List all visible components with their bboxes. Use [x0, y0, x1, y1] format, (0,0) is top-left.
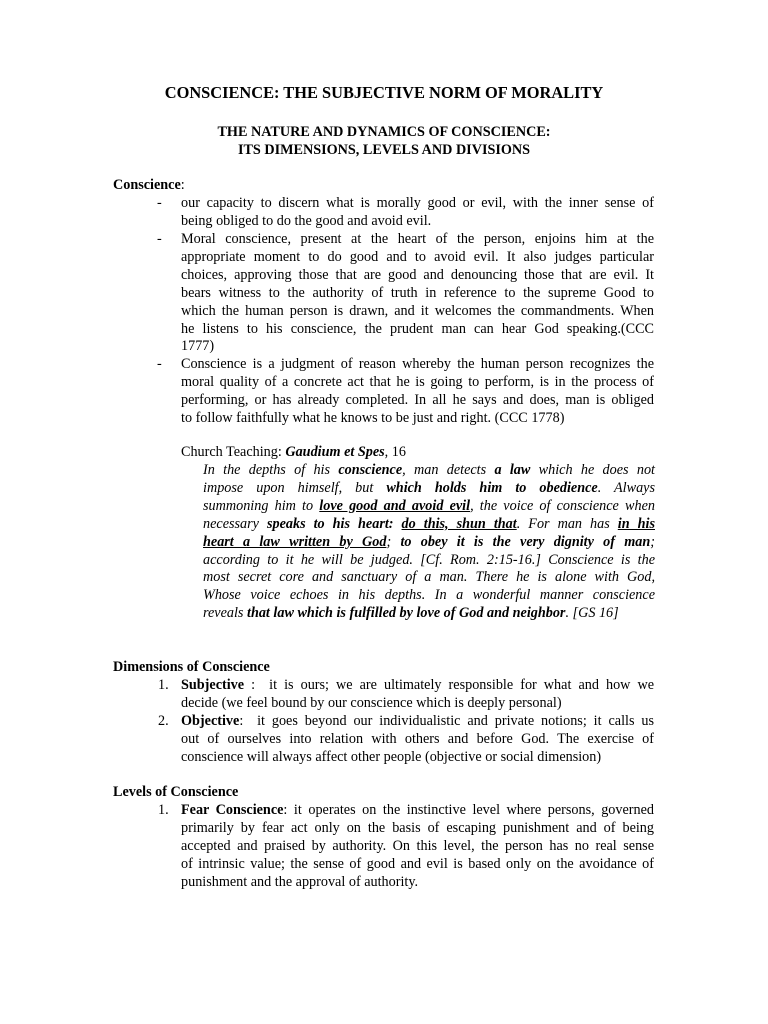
text-line: Moral conscience, present at the heart of the person, enjoins him at the [181, 231, 654, 247]
list-number: 2. [158, 713, 169, 729]
list-number: 1. [158, 677, 169, 693]
text-line: of intrinsic value; the sense of good and evil is based only on the avoidance of [181, 855, 654, 872]
text-line: decide (we feel bound by our conscience which is deeply personal) [181, 694, 562, 711]
text-line: moral quality of a concrete act that he is going to perform, is in the process of [181, 373, 654, 390]
text-line: he listens to his conscience, the prudent man can hear God speaking.(CCC [181, 320, 654, 337]
text-line: accepted and praised by authority. On this level, the person has no real sense [181, 837, 654, 854]
conscience-heading: Conscience: [113, 177, 185, 193]
quote-line: summoning him to love good and avoid evil, the voice of conscience when [203, 497, 655, 514]
dimension-item-subjective [181, 677, 654, 713]
dimensions-heading: Dimensions of Conscience [113, 659, 270, 675]
text-line: appropriate moment to do good and to avoid evil. It also judges particular [181, 248, 654, 265]
bullet-marker: - [157, 231, 162, 247]
church-teaching-citation: Church Teaching: Gaudium et Spes, 16 [181, 444, 406, 460]
gaudium-et-spes-title: Gaudium et Spes [285, 444, 385, 460]
quote-line: impose upon himself, but which holds him to obedience. Always [203, 479, 655, 496]
levels-heading: Levels of Conscience [113, 784, 239, 800]
list-number: 1. [158, 802, 169, 818]
text-line: 1777) [181, 338, 215, 355]
text-line: bears witness to the authority of truth in reference to the supreme Good to [181, 284, 654, 301]
bullet-marker: - [157, 356, 162, 372]
text-line: out of ourselves into relation with others and before God. The exercise of [181, 730, 654, 747]
quote-line: according to it he will be judged. [Cf. Rom. 2:15-16.] Conscience is the [203, 551, 655, 568]
text-line: being obliged to do the good and avoid evil. [181, 212, 432, 229]
level-item-fear-conscience [181, 802, 654, 892]
quote-line: In the depths of his conscience, man detects a law which he does not [203, 462, 656, 478]
conscience-item-3 [181, 356, 654, 428]
text-line: punishment and the approval of authority. [181, 873, 419, 890]
text-line: to follow faithfully what he knows to be just and right. (CCC 1778) [181, 409, 565, 426]
page-title: CONSCIENCE: THE SUBJECTIVE NORM OF MORALITY [164, 83, 604, 102]
quote-line: Whose voice echoes in his depths. In a wonderful manner conscience [203, 587, 655, 604]
subtitle-line-2: ITS DIMENSIONS, LEVELS AND DIVISIONS [237, 141, 531, 158]
conscience-item-1 [181, 195, 654, 231]
text-line: our capacity to discern what is morally good or evil, with the inner sense of [181, 195, 654, 211]
text-line: Objective: it goes beyond our individualistic and private notions; it calls us [181, 713, 654, 729]
text-line: choices, approving those that are good and denouncing those that are evil. It [181, 266, 654, 283]
text-line: Fear Conscience: it operates on the instinctive level where persons, governed [181, 802, 654, 818]
text-line: conscience will always affect other people (objective or social dimension) [181, 748, 602, 765]
dimension-item-objective [181, 713, 654, 767]
quote-line: reveals that law which is fulfilled by love of God and neighbor. [GS 16] [203, 605, 619, 622]
text-line: Conscience is a judgment of reason whereby the human person recognizes the [181, 356, 654, 372]
text-line: which the human person is drawn, and it welcomes the commandments. When [181, 302, 654, 319]
text-line: primarily by fear act only on the basis of escaping punishment and of being [181, 819, 654, 836]
gaudium-et-spes-quote [203, 462, 655, 623]
text-line: Subjective : it is ours; we are ultimately responsible for what and how we [181, 677, 654, 693]
subtitle [0, 124, 768, 160]
bullet-marker: - [157, 195, 162, 211]
quote-line: heart a law written by God; to obey it is the very dignity of man; [203, 533, 655, 550]
conscience-item-2 [181, 231, 654, 356]
quote-line: necessary speaks to his heart: do this, shun that. For man has in his [203, 515, 655, 532]
text-line: performing, or has already completed. In all he says and does, man is obliged [181, 391, 654, 408]
subtitle-line-1: THE NATURE AND DYNAMICS OF CONSCIENCE: [217, 124, 551, 140]
quote-line: most secret core and sanctuary of a man. There he is alone with God, [203, 569, 655, 586]
